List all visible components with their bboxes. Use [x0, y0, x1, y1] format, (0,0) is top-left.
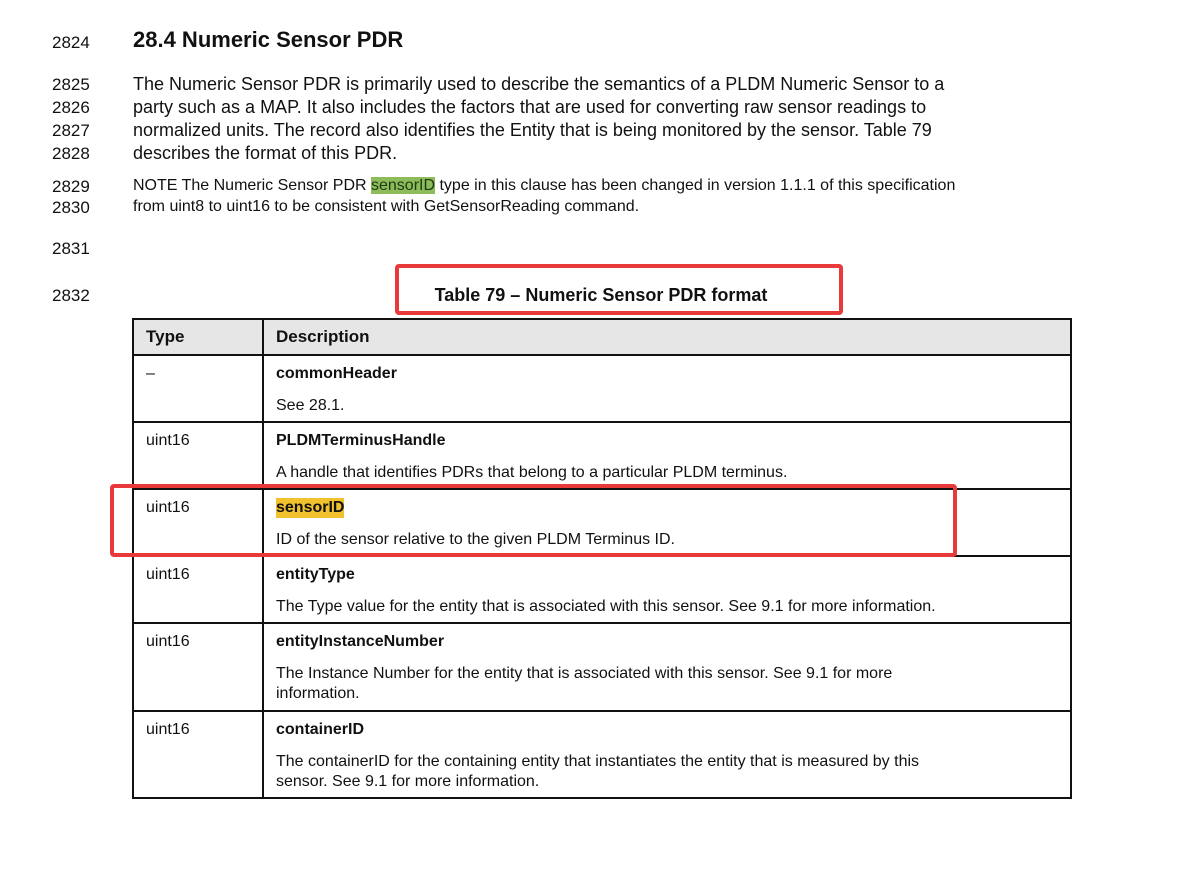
field-description: [276, 664, 1058, 704]
line-number: 2830: [52, 198, 90, 217]
table-row: [133, 556, 1071, 623]
note-text: NOTE The Numeric Sensor PDR: [133, 177, 371, 194]
field-name: containerID: [276, 721, 365, 738]
note-line: from uint8 to uint16 to be consistent with GetSensorReading command.: [133, 198, 640, 215]
line-number: 2828: [52, 144, 90, 163]
row-description: [263, 422, 1071, 489]
row-description: [263, 711, 1071, 798]
note-line: [133, 175, 955, 196]
table-row: [133, 489, 1071, 556]
field-name: PLDMTerminusHandle: [276, 432, 446, 449]
line-number: 2831: [52, 239, 90, 258]
field-description: ID of the sensor relative to the given PLDM Terminus ID.: [276, 531, 675, 548]
line-number: 2825: [52, 75, 90, 94]
line-number: 2829: [52, 177, 90, 196]
field-name-highlighted: sensorID: [276, 499, 345, 516]
row-type: uint16: [133, 489, 263, 556]
paragraph-line: normalized units. The record also identifies the Entity that is being monitored by the sensor. Table 79: [133, 120, 932, 140]
row-description: [263, 489, 1071, 556]
line-number: 2832: [52, 286, 90, 305]
field-description: [276, 752, 1058, 792]
table-row: [133, 623, 1071, 711]
row-type: uint16: [133, 422, 263, 489]
line-number: 2826: [52, 98, 90, 117]
row-description: [263, 355, 1071, 422]
note-sensorid-highlight: sensorID: [371, 177, 436, 194]
field-description: See 28.1.: [276, 397, 345, 414]
field-name: entityType: [276, 566, 355, 583]
paragraph-line: party such as a MAP. It also includes the factors that are used for converting raw sensor readings to: [133, 97, 927, 117]
note-text: type in this clause has been changed in version 1.1.1 of this specification: [435, 177, 956, 194]
line-number: 2824: [52, 33, 90, 52]
row-type: –: [133, 355, 263, 422]
section-heading: 28.4 Numeric Sensor PDR: [133, 27, 404, 52]
row-description: [263, 556, 1071, 623]
table-caption: Table 79 – Numeric Sensor PDR format: [434, 285, 768, 305]
field-description-line: sensor. See 9.1 for more information.: [276, 773, 540, 790]
row-type: uint16: [133, 556, 263, 623]
pdr-format-table: [132, 318, 1072, 799]
table-row: [133, 711, 1071, 798]
table-header-row: [133, 319, 1071, 355]
field-description-line: The containerID for the containing entity that instantiates the entity that is measured by this: [276, 753, 920, 770]
paragraph-line: describes the format of this PDR.: [133, 143, 398, 163]
row-description: [263, 623, 1071, 711]
column-header-type: Type: [133, 319, 263, 355]
field-name: entityInstanceNumber: [276, 633, 445, 650]
row-type: uint16: [133, 623, 263, 711]
field-description: A handle that identifies PDRs that belong to a particular PLDM terminus.: [276, 464, 788, 481]
field-name: commonHeader: [276, 365, 397, 382]
field-description-line: information.: [276, 685, 360, 702]
field-description: The Type value for the entity that is associated with this sensor. See 9.1 for more information.: [276, 598, 936, 615]
table-row: [133, 355, 1071, 422]
field-description-line: The Instance Number for the entity that is associated with this sensor. See 9.1 for more: [276, 665, 893, 682]
row-type: uint16: [133, 711, 263, 798]
paragraph-line: The Numeric Sensor PDR is primarily used to describe the semantics of a PLDM Numeric Sensor to a: [133, 74, 945, 94]
column-header-description: Description: [263, 319, 1071, 355]
table-row: [133, 422, 1071, 489]
line-number: 2827: [52, 121, 90, 140]
